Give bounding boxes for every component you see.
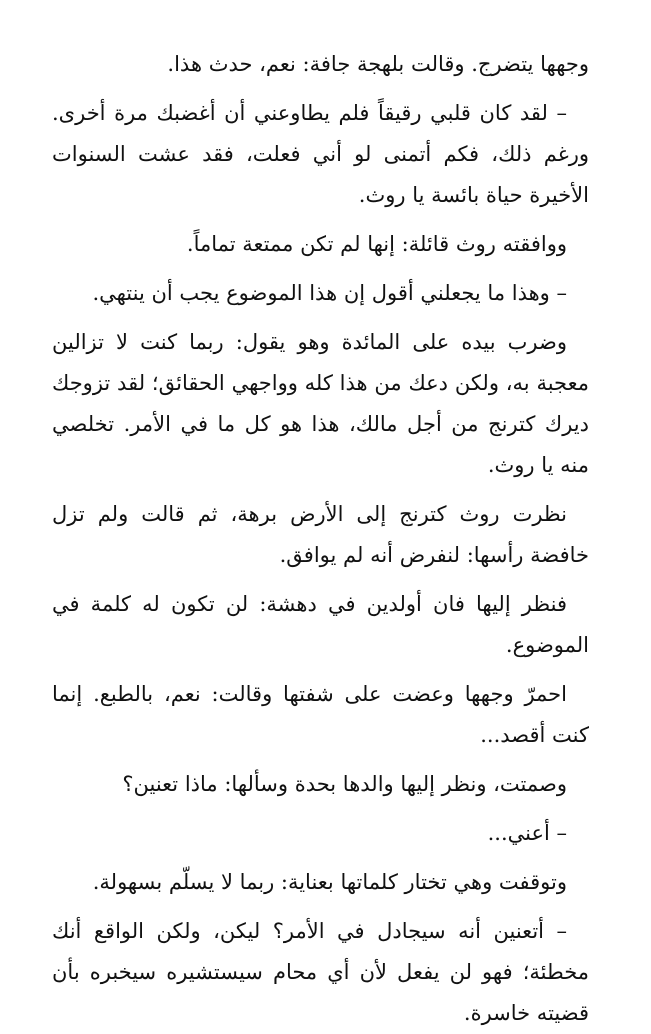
paragraph-12: – أتعنين أنه سيجادل في الأمر؟ ليكن، ولكن الواقع أنك مخطئة؛ فهو لن يفعل لأن أي محام سيستشيره سيخبره بأن قضيته خاسرة.: [52, 919, 589, 1025]
paragraph-2: – لقد كان قلبي رقيقاً فلم يطاوعني أن أغضبك مرة أخرى. ورغم ذلك، فكم أتمنى لو أني فعلت، فقد عشت السنوات الأخيرة حياة بائسة يا روث.: [52, 101, 589, 207]
paragraph-3: ووافقته روث قائلة: إنها لم تكن ممتعة تماماً.: [186, 232, 567, 256]
paragraph-8: احمرّ وجهها وعضت على شفتها وقالت: نعم، بالطبع. إنما كنت أقصد...: [52, 682, 589, 747]
paragraph-9: وصمتت، ونظر إليها والدها بحدة وسألها: ماذا تعنين؟: [122, 772, 567, 796]
paragraph-10: – أعني...: [487, 821, 567, 845]
paragraph-11: وتوقفت وهي تختار كلماتها بعناية: ربما لا يسلّم بسهولة.: [92, 870, 567, 894]
paragraph-1: وجهها يتضرج. وقالت بلهجة جافة: نعم، حدث هذا.: [167, 52, 589, 76]
paragraph-5: وضرب بيده على المائدة وهو يقول: ربما كنت لا تزالين معجبة به، ولكن دعك من هذا كله وواجهي الحقائق؛ لقد تزوجك ديرك كترنج من أجل مالك، هذا هو كل ما في الأمر. تخلصي منه يا روث.: [52, 330, 589, 477]
paragraph-7: فنظر إليها فان أولدين في دهشة: لن تكون له كلمة في الموضوع.: [52, 592, 589, 657]
book-page: [52, 44, 589, 1025]
paragraph-6: نظرت روث كترنج إلى الأرض برهة، ثم قالت ولم تزل خافضة رأسها: لنفرض أنه لم يوافق.: [52, 502, 589, 567]
paragraph-4: – وهذا ما يجعلني أقول إن هذا الموضوع يجب أن ينتهي.: [92, 281, 567, 305]
